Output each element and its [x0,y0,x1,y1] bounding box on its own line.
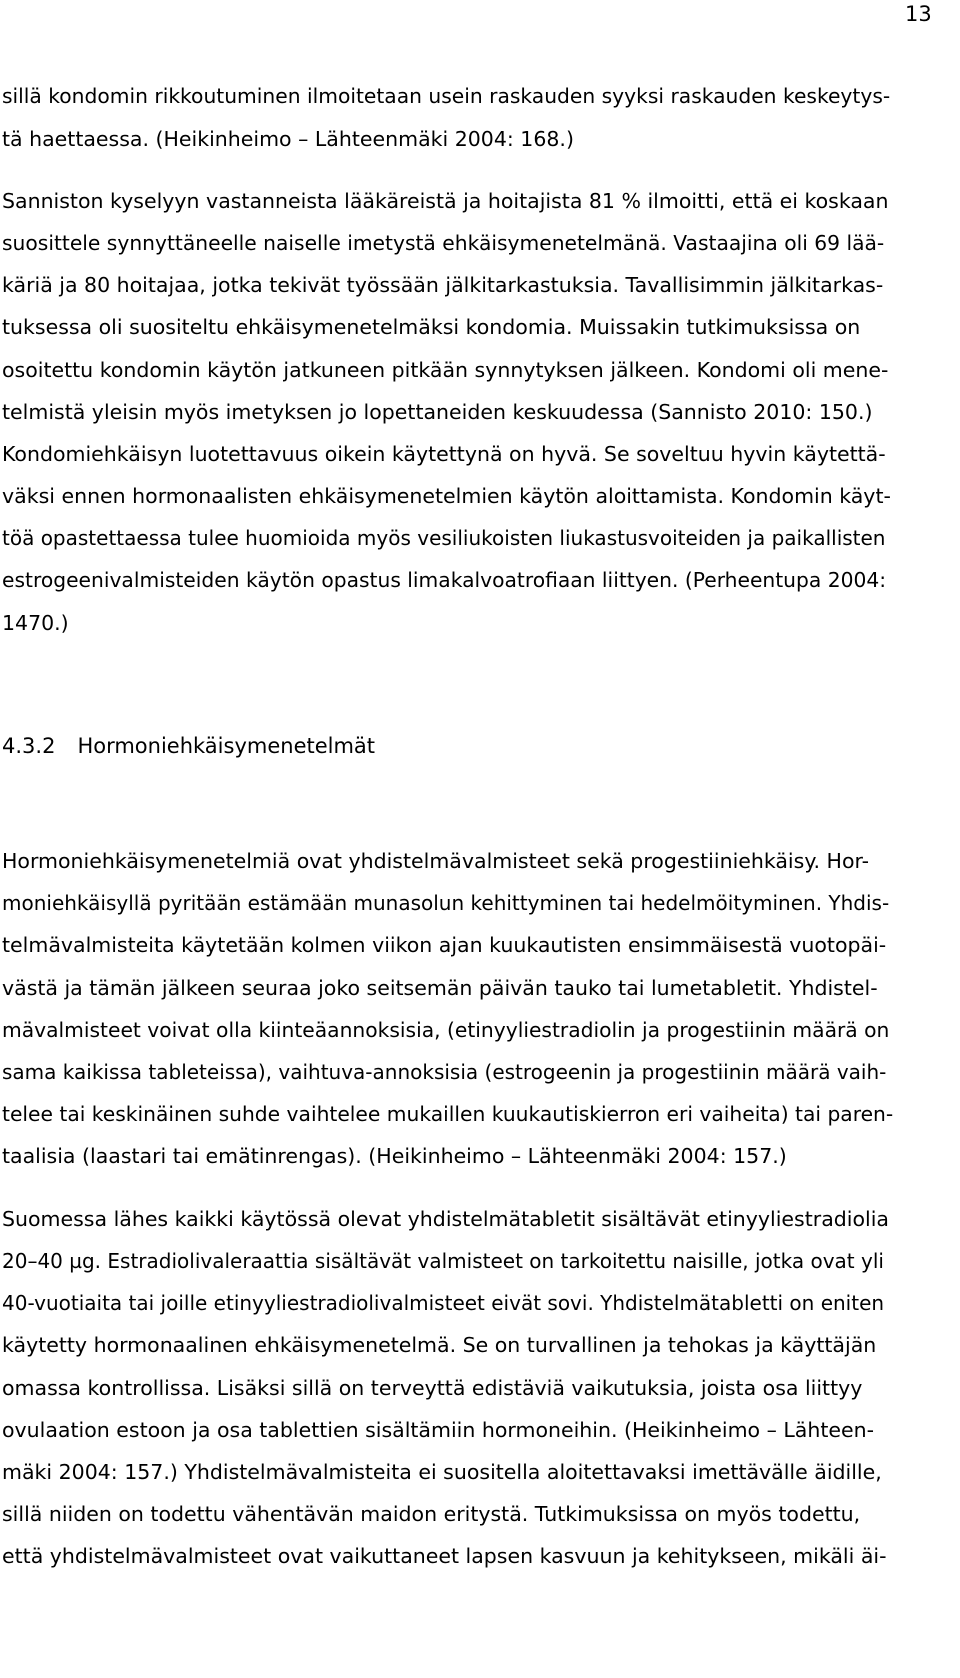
page-number: 13 [905,2,932,26]
text-line: Hormoniehkäisymenetelmiä ovat yhdistelmävalmisteet sekä progestiiniehkäisy. Hor- [2,849,870,873]
text-line: sillä niiden on todettu vähentävän maidon eritystä. Tutkimuksissa on myös todettu, [2,1502,861,1526]
text-line: mäki 2004: 157.) Yhdistelmävalmisteita ei suositella aloitettavaksi imettävälle äidille, [2,1460,882,1484]
text-line: västä ja tämän jälkeen seuraa joko seitsemän päivän tauko tai lumetabletit. Yhdistel- [2,976,878,1000]
section-heading [2,734,375,758]
text-line: käriä ja 80 hoitajaa, jotka tekivät työssään jälkitarkastuksia. Tavallisimmin jälkitarkas- [2,273,884,297]
text-line: estrogeenivalmisteiden käytön opastus limakalvoatrofiaan liittyen. (Perheentupa 2004: [2,568,887,592]
text-line: ovulaation estoon ja osa tablettien sisältämiin hormoneihin. (Heikinheimo – Lähteen- [2,1418,875,1442]
text-line: osoitettu kondomin käytön jatkuneen pitkään synnytyksen jälkeen. Kondomi oli mene- [2,358,889,382]
text-line: sama kaikissa tableteissa), vaihtuva-annoksisia (estrogeenin ja progestiinin määrä vaih- [2,1060,887,1084]
text-line: töä opastettaessa tulee huomioida myös vesiliukoisten liukastusvoiteiden ja paikallisten [2,526,886,550]
section-title: Hormoniehkäisymenetelmät [77,734,376,758]
text-line: 1470.) [2,611,69,635]
text-line: väksi ennen hormonaalisten ehkäisymenetelmien käytön aloittamista. Kondomin käyt- [2,484,891,508]
text-line: suosittele synnyttäneelle naiselle imetystä ehkäisymenetelmänä. Vastaajina oli 69 lää- [2,231,885,255]
text-line: 20–40 µg. Estradiolivaleraattia sisältävät valmisteet on tarkoitettu naisille, jotka ovat yli [2,1249,884,1273]
text-line: sillä kondomin rikkoutuminen ilmoitetaan usein raskauden syyksi raskauden keskeytys- [2,84,891,108]
text-line: moniehkäisyllä pyritään estämään munasolun kehittyminen tai hedelmöityminen. Yhdis- [2,891,890,915]
section-number: 4.3.2 [2,734,56,758]
text-line: telmistä yleisin myös imetyksen jo lopettaneiden keskuudessa (Sannisto 2010: 150.) [2,400,873,424]
text-line: tä haettaessa. (Heikinheimo – Lähteenmäki 2004: 168.) [2,127,574,151]
text-line: Kondomiehkäisyn luotettavuus oikein käytettynä on hyvä. Se soveltuu hyvin käytettä- [2,442,886,466]
text-line: Suomessa lähes kaikki käytössä olevat yhdistelmätabletit sisältävät etinyyliestradiolia [2,1207,889,1231]
text-line: omassa kontrollissa. Lisäksi sillä on terveyttä edistäviä vaikutuksia, joista osa liittyy [2,1376,863,1400]
text-line: tuksessa oli suositeltu ehkäisymenetelmäksi kondomia. Muissakin tutkimuksissa on [2,315,861,339]
text-line: mävalmisteet voivat olla kiinteäannoksisia, (etinyyliestradiolin ja progestiinin määrä on [2,1018,890,1042]
text-line: käytetty hormonaalinen ehkäisymenetelmä. Se on turvallinen ja tehokas ja käyttäjän [2,1333,877,1357]
text-line: 40-vuotiaita tai joille etinyyliestradiolivalmisteet eivät sovi. Yhdistelmätabletti on eniten [2,1291,885,1315]
text-line: telmävalmisteita käytetään kolmen viikon ajan kuukautisten ensimmäisestä vuotopäi- [2,933,887,957]
text-line: taalisia (laastari tai emätinrengas). (Heikinheimo – Lähteenmäki 2004: 157.) [2,1144,787,1168]
text-line: Sanniston kyselyyn vastanneista lääkäreistä ja hoitajista 81 % ilmoitti, että ei koskaan [2,189,889,213]
text-line: että yhdistelmävalmisteet ovat vaikuttaneet lapsen kasvuun ja kehitykseen, mikäli äi- [2,1544,887,1568]
text-line: telee tai keskinäinen suhde vaihtelee mukaillen kuukautiskierron eri vaiheita) tai paren- [2,1102,894,1126]
